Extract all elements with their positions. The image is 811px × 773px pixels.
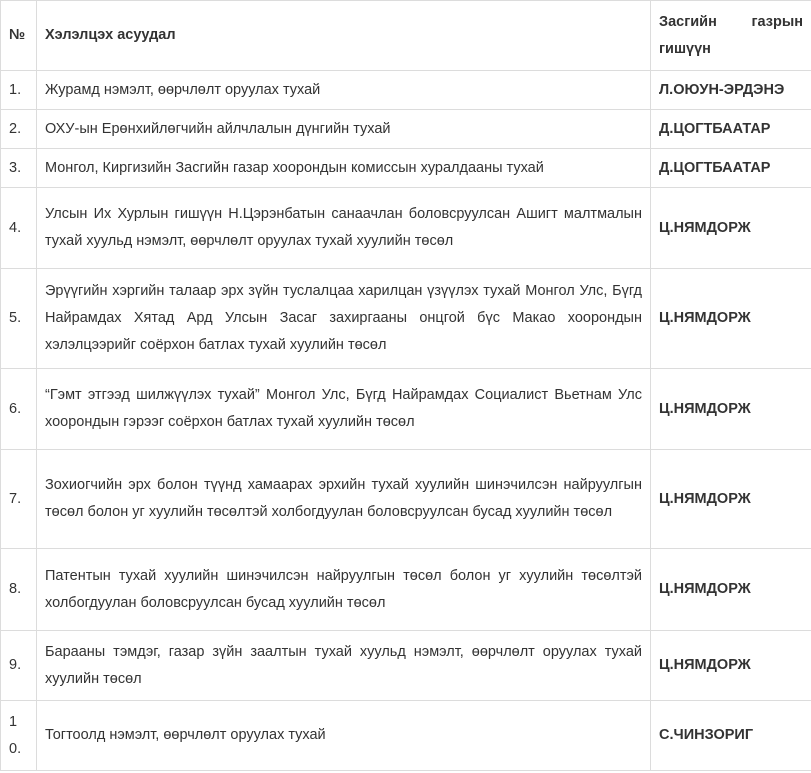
header-member-line1: Засгийн газрын [659, 13, 803, 30]
table-row [1, 110, 811, 149]
header-member-line2: гишүүн [659, 40, 711, 57]
table-row [1, 188, 811, 269]
row-member: Л.ОЮУН-ЭРДЭНЭ [651, 71, 811, 110]
row-topic: Барааны тэмдэг, газар зүйн заалтын тухай хуульд нэмэлт, өөрчлөлт оруулах тухай хуулийн төсөл [37, 631, 651, 701]
row-number: 1. [1, 71, 37, 110]
row-member: Ц.НЯМДОРЖ [651, 188, 811, 269]
header-member [651, 1, 811, 71]
table-header-row [1, 1, 811, 71]
row-member: Д.ЦОГТБААТАР [651, 149, 811, 188]
table-row [1, 71, 811, 110]
row-topic: ОХУ-ын Ерөнхийлөгчийн айлчлалын дүнгийн тухай [37, 110, 651, 149]
row-topic: Эрүүгийн хэргийн талаар эрх зүйн туслалцаа харилцан үзүүлэх тухай Монгол Улс, Бүгд Найрамдах Хятад Ард Улсын Засаг захиргааны онцгой бүс Макао хоорондын хэлэлцээрийг соёрхон батлах тухай хуулийн төсөл [37, 269, 651, 369]
row-member: Ц.НЯМДОРЖ [651, 450, 811, 549]
header-number: № [1, 1, 37, 71]
table-row [1, 450, 811, 549]
row-member: Ц.НЯМДОРЖ [651, 631, 811, 701]
row-member: Д.ЦОГТБААТАР [651, 110, 811, 149]
row-member: Ц.НЯМДОРЖ [651, 549, 811, 631]
row-topic: Патентын тухай хуулийн шинэчилсэн найруулгын төсөл болон уг хуулийн төсөлтэй холбогдуулан боловсруулсан бусад хуулийн төсөл [37, 549, 651, 631]
row-number: 5. [1, 269, 37, 369]
row-topic: Улсын Их Хурлын гишүүн Н.Цэрэнбатын санаачлан боловсруулсан Ашигт малтмалын тухай хуульд нэмэлт, өөрчлөлт оруулах тухай хуулийн төсөл [37, 188, 651, 269]
row-member: Ц.НЯМДОРЖ [651, 369, 811, 450]
table-row [1, 701, 811, 771]
row-number: 8. [1, 549, 37, 631]
row-number: 2. [1, 110, 37, 149]
row-member: С.ЧИНЗОРИГ [651, 701, 811, 771]
row-number: 4. [1, 188, 37, 269]
row-topic: Тогтоолд нэмэлт, өөрчлөлт оруулах тухай [37, 701, 651, 771]
table-row [1, 549, 811, 631]
row-number: 9. [1, 631, 37, 701]
row-topic: Журамд нэмэлт, өөрчлөлт оруулах тухай [37, 71, 651, 110]
row-topic: “Гэмт этгээд шилжүүлэх тухай” Монгол Улс, Бүгд Найрамдах Социалист Вьетнам Улс хоорондын гэрээг соёрхон батлах тухай хуулийн төсөл [37, 369, 651, 450]
row-member: Ц.НЯМДОРЖ [651, 269, 811, 369]
table-row [1, 631, 811, 701]
row-number: 3. [1, 149, 37, 188]
header-topic: Хэлэлцэх асуудал [37, 1, 651, 71]
table-row [1, 269, 811, 369]
table-row [1, 149, 811, 188]
row-number: 10. [1, 701, 37, 771]
row-topic: Монгол, Киргизийн Засгийн газар хоорондын комиссын хуралдааны тухай [37, 149, 651, 188]
row-number: 6. [1, 369, 37, 450]
row-number: 7. [1, 450, 37, 549]
row-topic: Зохиогчийн эрх болон түүнд хамаарах эрхийн тухай хуулийн шинэчилсэн найруулгын төсөл болон уг хуулийн төсөлтэй холбогдуулан боловсруулсан бусад хуулийн төсөл [37, 450, 651, 549]
table-row [1, 369, 811, 450]
